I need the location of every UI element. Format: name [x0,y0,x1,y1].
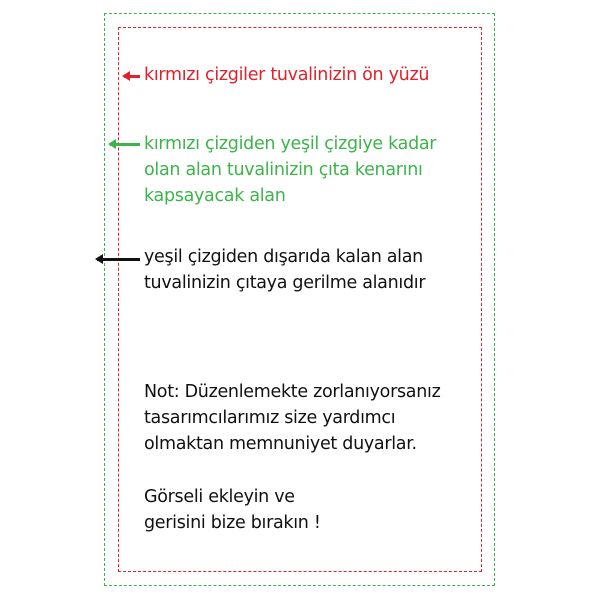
black-arrow-icon [97,258,140,261]
text-line: tasarımcılarımız size yardımcı [144,408,396,428]
cta-note [144,484,321,536]
text-line: gerisini bize bırakın ! [144,513,321,533]
text-line: kapsayacak alan [144,186,286,206]
text-line: tuvalinizin çıtaya gerilme alanıdır [144,273,426,293]
text-line: kırmızı çizgiden yeşil çizgiye kadar [144,134,437,154]
text-line: Görseli ekleyin ve [144,487,295,507]
text-line: olmaktan memnuniyet duyarlar. [144,434,417,454]
text-line: Not: Düzenlemekte zorlanıyorsanız [144,382,441,402]
green-arrow-icon [110,143,140,146]
green-area-note [144,131,436,209]
black-area-note [144,244,425,296]
red-line-note [144,62,429,88]
text-line: olan alan tuvalinizin çıta kenarını [144,160,423,180]
help-note [144,379,440,457]
red-arrow-icon [124,75,140,78]
text-line: kırmızı çizgiler tuvalinizin ön yüzü [144,65,430,85]
text-line: yeşil çizgiden dışarıda kalan alan [144,247,423,267]
